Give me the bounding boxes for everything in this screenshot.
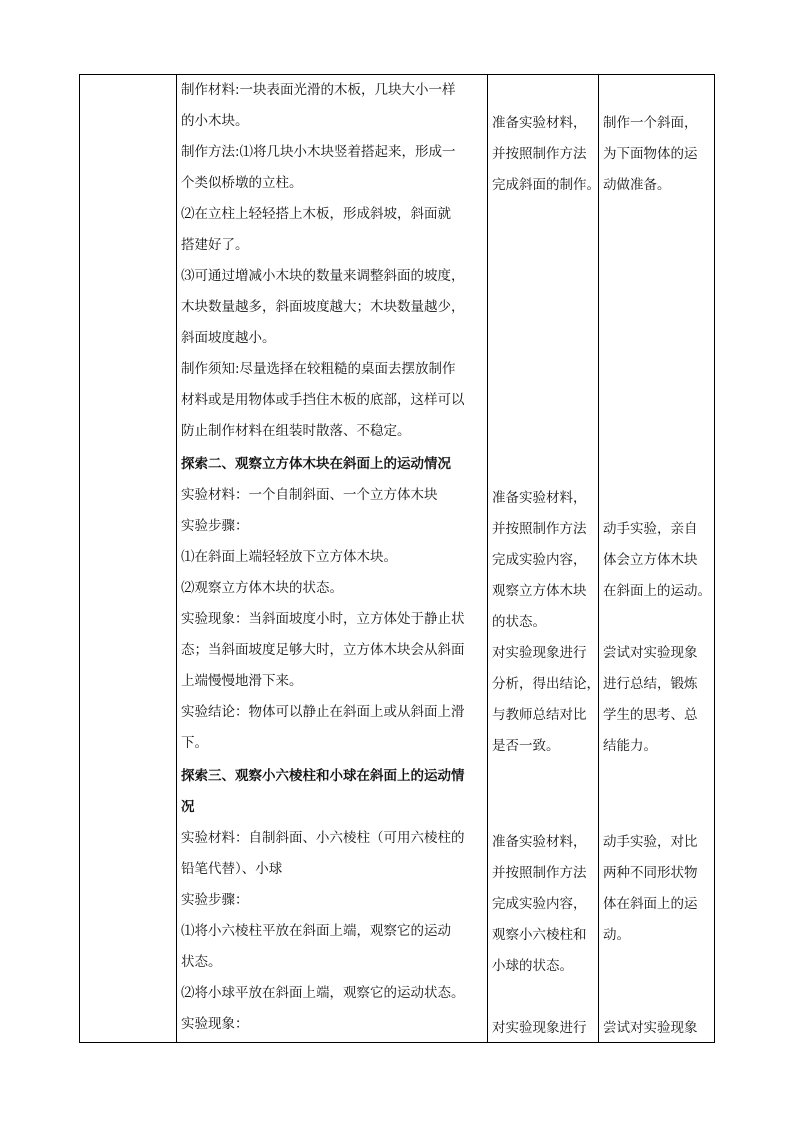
intent-line: 制作一个斜面， — [603, 115, 698, 131]
content-line: 态；当斜面坡度足够大时，立方体木块会从斜面 — [181, 642, 465, 658]
activity-line: 准备实验材料， — [492, 115, 587, 131]
content-line: 实验材料：一个自制斜面、一个立方体木块 — [181, 487, 438, 503]
content-line: 制作须知:尽量选择在较粗糙的桌面去摆放制作 — [181, 361, 456, 377]
content-line: 木块数量越多，斜面坡度越大；木块数量越少， — [181, 299, 465, 315]
content-line: 材料或是用物体或手挡住木板的底部，这样可以 — [181, 392, 465, 408]
intent-line: 结能力。 — [603, 738, 657, 754]
intent-line: 体会立方体木块 — [603, 552, 698, 568]
content-line: ⑵观察立方体木块的状态。 — [181, 580, 343, 596]
content-line: 制作材料:一块表面光滑的木板，几块大小一样 — [181, 82, 456, 98]
content-line: ⑴将小六棱柱平放在斜面上端，观察它的运动 — [181, 923, 451, 939]
intent-line: 动。 — [603, 927, 630, 943]
content-line: 斜面坡度越小。 — [181, 330, 276, 346]
activity-line: 观察小六棱柱和 — [492, 927, 587, 943]
section-heading: 探索二、观察立方体木块在斜面上的运动情况 — [181, 456, 451, 472]
intent-line: 尝试对实验现象 — [603, 1020, 698, 1036]
intent-line: 进行总结，锻炼 — [603, 676, 698, 692]
content-line: 下。 — [181, 735, 208, 751]
activity-line: 的状态。 — [492, 614, 546, 630]
activity-line: 并按照制作方法 — [492, 521, 587, 537]
activity-line: 小球的状态。 — [492, 958, 573, 974]
activity-line: 并按照制作方法 — [492, 146, 587, 162]
activity-line: 与教师总结对比 — [492, 707, 587, 723]
content-line: 制作方法:⑴将几块小木块竖着搭起来，形成一 — [181, 144, 456, 160]
activity-line: 对实验现象进行 — [492, 645, 587, 661]
activity-line: 完成实验内容， — [492, 896, 587, 912]
intent-line: 为下面物体的运 — [603, 146, 698, 162]
intent-line: 两种不同形状物 — [603, 865, 698, 881]
intent-line: 在斜面上的运动。 — [603, 583, 711, 599]
design-intent-column — [599, 75, 715, 1042]
content-line: 搭建好了。 — [181, 237, 249, 253]
content-line: 实验现象：当斜面坡度小时，立方体处于静止状 — [181, 611, 465, 627]
student-activity-column — [488, 75, 598, 1042]
content-line: 实验材料：自制斜面、小六棱柱（可用六棱柱的 — [181, 830, 465, 846]
intent-line: 动手实验，亲自 — [603, 521, 698, 537]
content-line: 的小木块。 — [181, 113, 249, 129]
activity-line: 对实验现象进行 — [492, 1020, 587, 1036]
intent-line: 体在斜面上的运 — [603, 896, 698, 912]
content-line: 防止制作材料在组装时散落、不稳定。 — [181, 423, 411, 439]
activity-line: 准备实验材料， — [492, 490, 587, 506]
content-line: 实验结论：物体可以静止在斜面上或从斜面上滑 — [181, 704, 465, 720]
lesson-table — [79, 74, 715, 1043]
stage-column — [80, 75, 176, 1042]
intent-line: 学生的思考、总 — [603, 707, 698, 723]
activity-line: 是否一致。 — [492, 738, 560, 754]
content-line: ⑵在立柱上轻轻搭上木板，形成斜坡，斜面就 — [181, 206, 451, 222]
activity-line: 准备实验材料， — [492, 834, 587, 850]
content-line: ⑴在斜面上端轻轻放下立方体木块。 — [181, 549, 397, 565]
content-line: 状态。 — [181, 954, 222, 970]
content-line: 上端慢慢地滑下来。 — [181, 673, 303, 689]
content-line: 实验步骤： — [181, 518, 249, 534]
content-column — [177, 75, 487, 1042]
intent-line: 尝试对实验现象 — [603, 645, 698, 661]
content-line: 个类似桥墩的立柱。 — [181, 175, 303, 191]
intent-line: 动手实验，对比 — [603, 834, 698, 850]
content-line: 实验现象： — [181, 1016, 249, 1032]
activity-line: 观察立方体木块 — [492, 583, 587, 599]
content-line: 铅笔代替）、小球 — [181, 861, 283, 877]
content-line: ⑵将小球平放在斜面上端，观察它的运动状态。 — [181, 985, 465, 1001]
activity-line: 并按照制作方法 — [492, 865, 587, 881]
intent-line: 动做准备。 — [603, 177, 671, 193]
content-line: ⑶可通过增减小木块的数量来调整斜面的坡度， — [181, 268, 465, 284]
section-heading: 探索三、观察小六棱柱和小球在斜面上的运动情 — [181, 768, 465, 784]
activity-line: 完成实验内容， — [492, 552, 587, 568]
activity-line: 分析，得出结论， — [492, 676, 600, 692]
activity-line: 完成斜面的制作。 — [492, 177, 600, 193]
section-heading: 况 — [181, 799, 195, 815]
content-line: 实验步骤： — [181, 892, 249, 908]
